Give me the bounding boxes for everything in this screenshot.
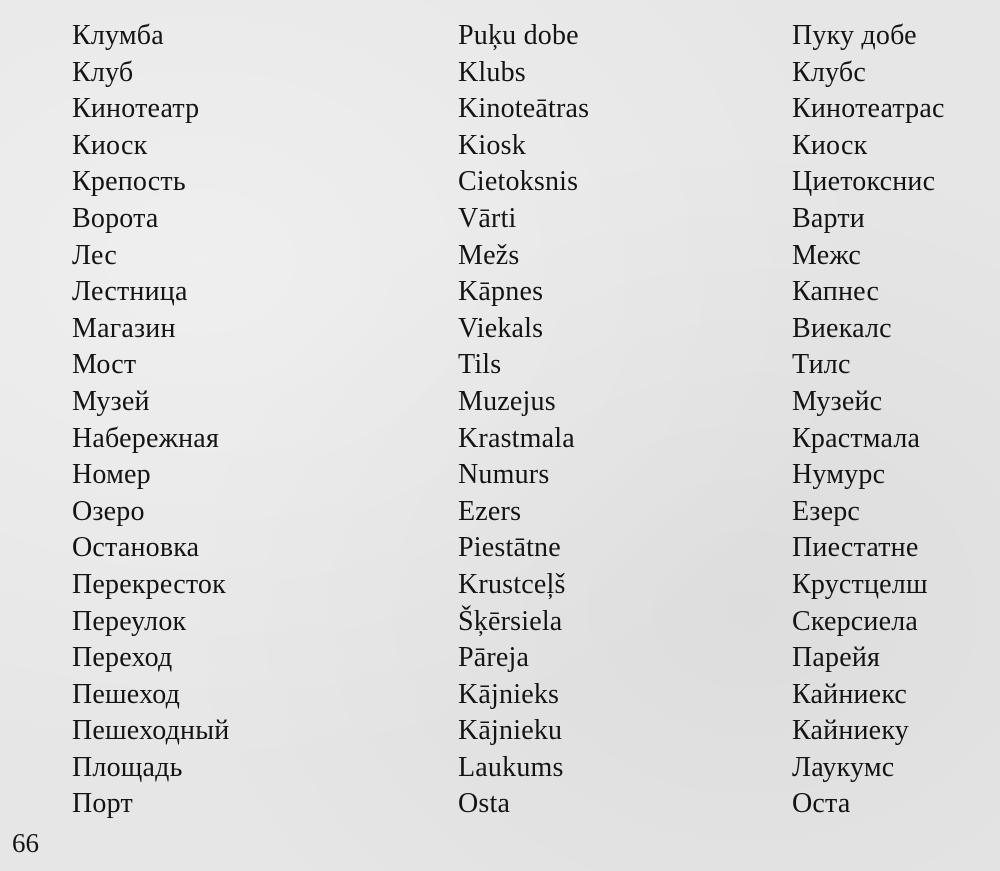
russian-word: Мост — [72, 349, 137, 381]
russian-word: Порт — [72, 788, 133, 820]
russian-word: Кинотеатр — [72, 93, 200, 125]
latvian-word: Cietoksnis — [458, 166, 579, 198]
latvian-word: Piestātne — [458, 532, 561, 564]
russian-word: Площадь — [72, 751, 183, 783]
latvian-word: Numurs — [458, 459, 550, 491]
latvian-word: Kājnieku — [458, 715, 563, 747]
latvian-word: Laukums — [458, 751, 564, 783]
transliteration-word: Крустцелш — [792, 568, 928, 600]
russian-word: Пешеходный — [72, 715, 230, 747]
russian-word: Ворота — [72, 202, 159, 234]
transliteration-word: Виекалс — [792, 312, 892, 344]
latvian-word: Vārti — [458, 202, 517, 234]
latvian-word: Krastmala — [458, 422, 575, 454]
transliteration-word: Пуку добе — [792, 20, 917, 51]
latvian-word: Pāreja — [458, 642, 530, 674]
latvian-word: Muzejus — [458, 385, 556, 417]
transliteration-word: Лаукумс — [792, 751, 895, 783]
transliteration-word: Музейс — [792, 385, 883, 417]
latvian-word: Puķu dobe — [458, 20, 579, 51]
transliteration-word: Езерс — [792, 495, 861, 527]
latvian-word: Mežs — [458, 239, 520, 271]
transliteration-word: Нумурс — [792, 459, 886, 491]
transliteration-word: Пиестатне — [792, 532, 919, 564]
latvian-word: Viekals — [458, 312, 544, 344]
transliteration-word: Капнес — [792, 276, 880, 308]
latvian-word-column — [458, 18, 589, 823]
transliteration-word: Киоск — [792, 129, 868, 161]
latvian-word: Kiosk — [458, 129, 526, 161]
russian-word: Лестница — [72, 276, 188, 308]
transliteration-word: Кайниеку — [792, 715, 909, 747]
russian-word: Набережная — [72, 422, 220, 454]
latvian-word: Tils — [458, 349, 502, 381]
transliteration-word: Скерсиела — [792, 605, 919, 637]
russian-word: Киоск — [72, 129, 148, 161]
russian-word: Клуб — [72, 56, 134, 88]
latvian-word: Osta — [458, 788, 511, 820]
russian-word: Озеро — [72, 495, 145, 527]
transliteration-word: Оста — [792, 788, 851, 820]
latvian-word: Klubs — [458, 56, 526, 88]
transliteration-word: Варти — [792, 202, 865, 234]
russian-word: Клумба — [72, 20, 164, 51]
transliteration-word: Кайниекс — [792, 678, 908, 710]
russian-word: Номер — [72, 459, 151, 491]
russian-word: Лес — [72, 239, 117, 271]
transliteration-word: Тилс — [792, 349, 851, 381]
russian-word: Переулок — [72, 605, 187, 637]
latvian-word: Ezers — [458, 495, 522, 527]
transliteration-word: Клубс — [792, 56, 866, 88]
russian-word: Перекресток — [72, 568, 226, 600]
russian-word: Музей — [72, 385, 150, 417]
latvian-word: Kinoteātras — [458, 93, 590, 125]
russian-word: Переход — [72, 642, 173, 674]
latvian-word: Kāpnes — [458, 276, 544, 308]
transliteration-word: Циетокснис — [792, 166, 936, 198]
transliteration-column — [792, 18, 945, 823]
transliteration-word: Парейя — [792, 642, 881, 674]
russian-word: Магазин — [72, 312, 176, 344]
transliteration-word: Кинотеатрас — [792, 93, 945, 125]
russian-word-column — [72, 18, 229, 823]
latvian-word: Šķērsiela — [458, 605, 563, 637]
transliteration-word: Крастмала — [792, 422, 921, 454]
transliteration-word: Межс — [792, 239, 862, 271]
latvian-word: Kājnieks — [458, 678, 560, 710]
russian-word: Крепость — [72, 166, 186, 198]
russian-word: Пешеход — [72, 678, 181, 710]
page-number: 66 — [12, 828, 39, 858]
latvian-word: Krustceļš — [458, 568, 566, 600]
russian-word: Остановка — [72, 532, 200, 564]
